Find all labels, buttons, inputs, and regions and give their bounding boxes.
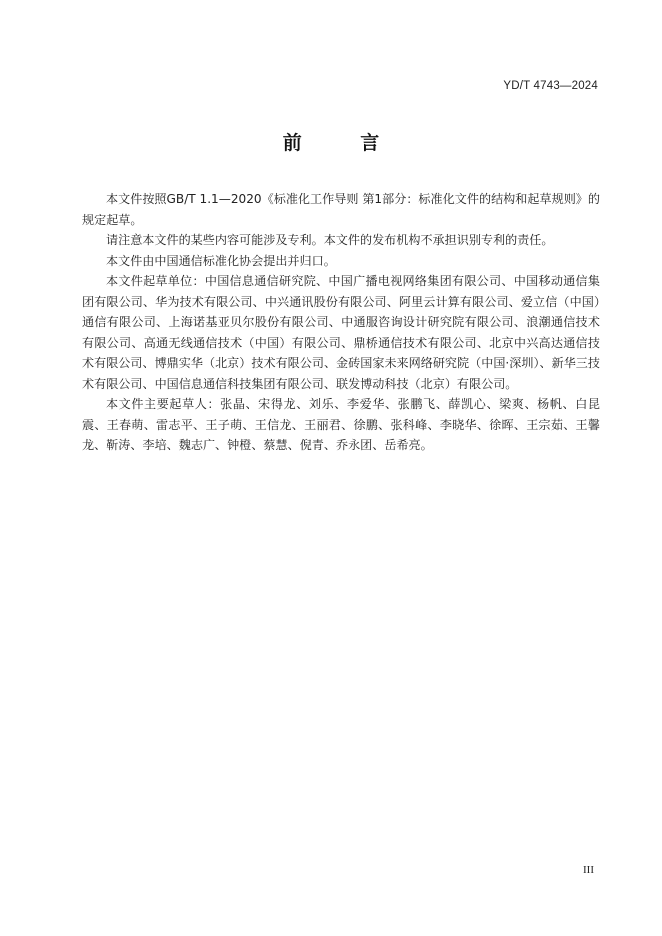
paragraph-proposer: 本文件由中国通信标准化协会提出并归口。 xyxy=(106,253,336,268)
body-text xyxy=(82,189,600,456)
page-number: III xyxy=(583,864,594,876)
paragraph-drafting-rules: 本文件按照GB/T 1.1—2020《标准化工作导则 第1部分：标准化文件的结构和起草规则》的规定起草。 xyxy=(82,192,600,227)
section-title: 前 言 xyxy=(282,132,406,154)
paragraph-drafting-units: 本文件起草单位：中国信息通信研究院、中国广播电视网络集团有限公司、中国移动通信集团有限公司、华为技术有限公司、中兴通讯股份有限公司、阿里云计算有限公司、爱立信（中国）通信有限公司、上海诺基亚贝尔股份有限公司、中通服咨询设计研究院有限公司、浪潮通信技术有限公司、高通无线通信技术（中国）有限公司、鼎桥通信技术有限公司、北京中兴高达通信技术有限公司、博鼎实华（北京）技术有限公司、金砖国家未来网络研究院（中国·深圳）、新华三技术有限公司、中国信息通信科技集团有限公司、联发博动科技（北京）有限公司。 xyxy=(82,274,600,391)
paragraph-drafters: 本文件主要起草人：张晶、宋得龙、刘乐、李爱华、张鹏飞、薛凯心、梁爽、杨帆、白昆震、王春萌、雷志平、王子萌、王信龙、王丽君、徐鹏、张科峰、李晓华、徐晖、王宗茹、王馨龙、靳涛、李培、魏志广、钟橙、蔡慧、倪青、乔永团、岳希亮。 xyxy=(82,397,600,452)
document-code: YD/T 4743—2024 xyxy=(503,80,598,92)
paragraph-patent-notice: 请注意本文件的某些内容可能涉及专利。本文件的发布机构不承担识别专利的责任。 xyxy=(106,233,554,247)
